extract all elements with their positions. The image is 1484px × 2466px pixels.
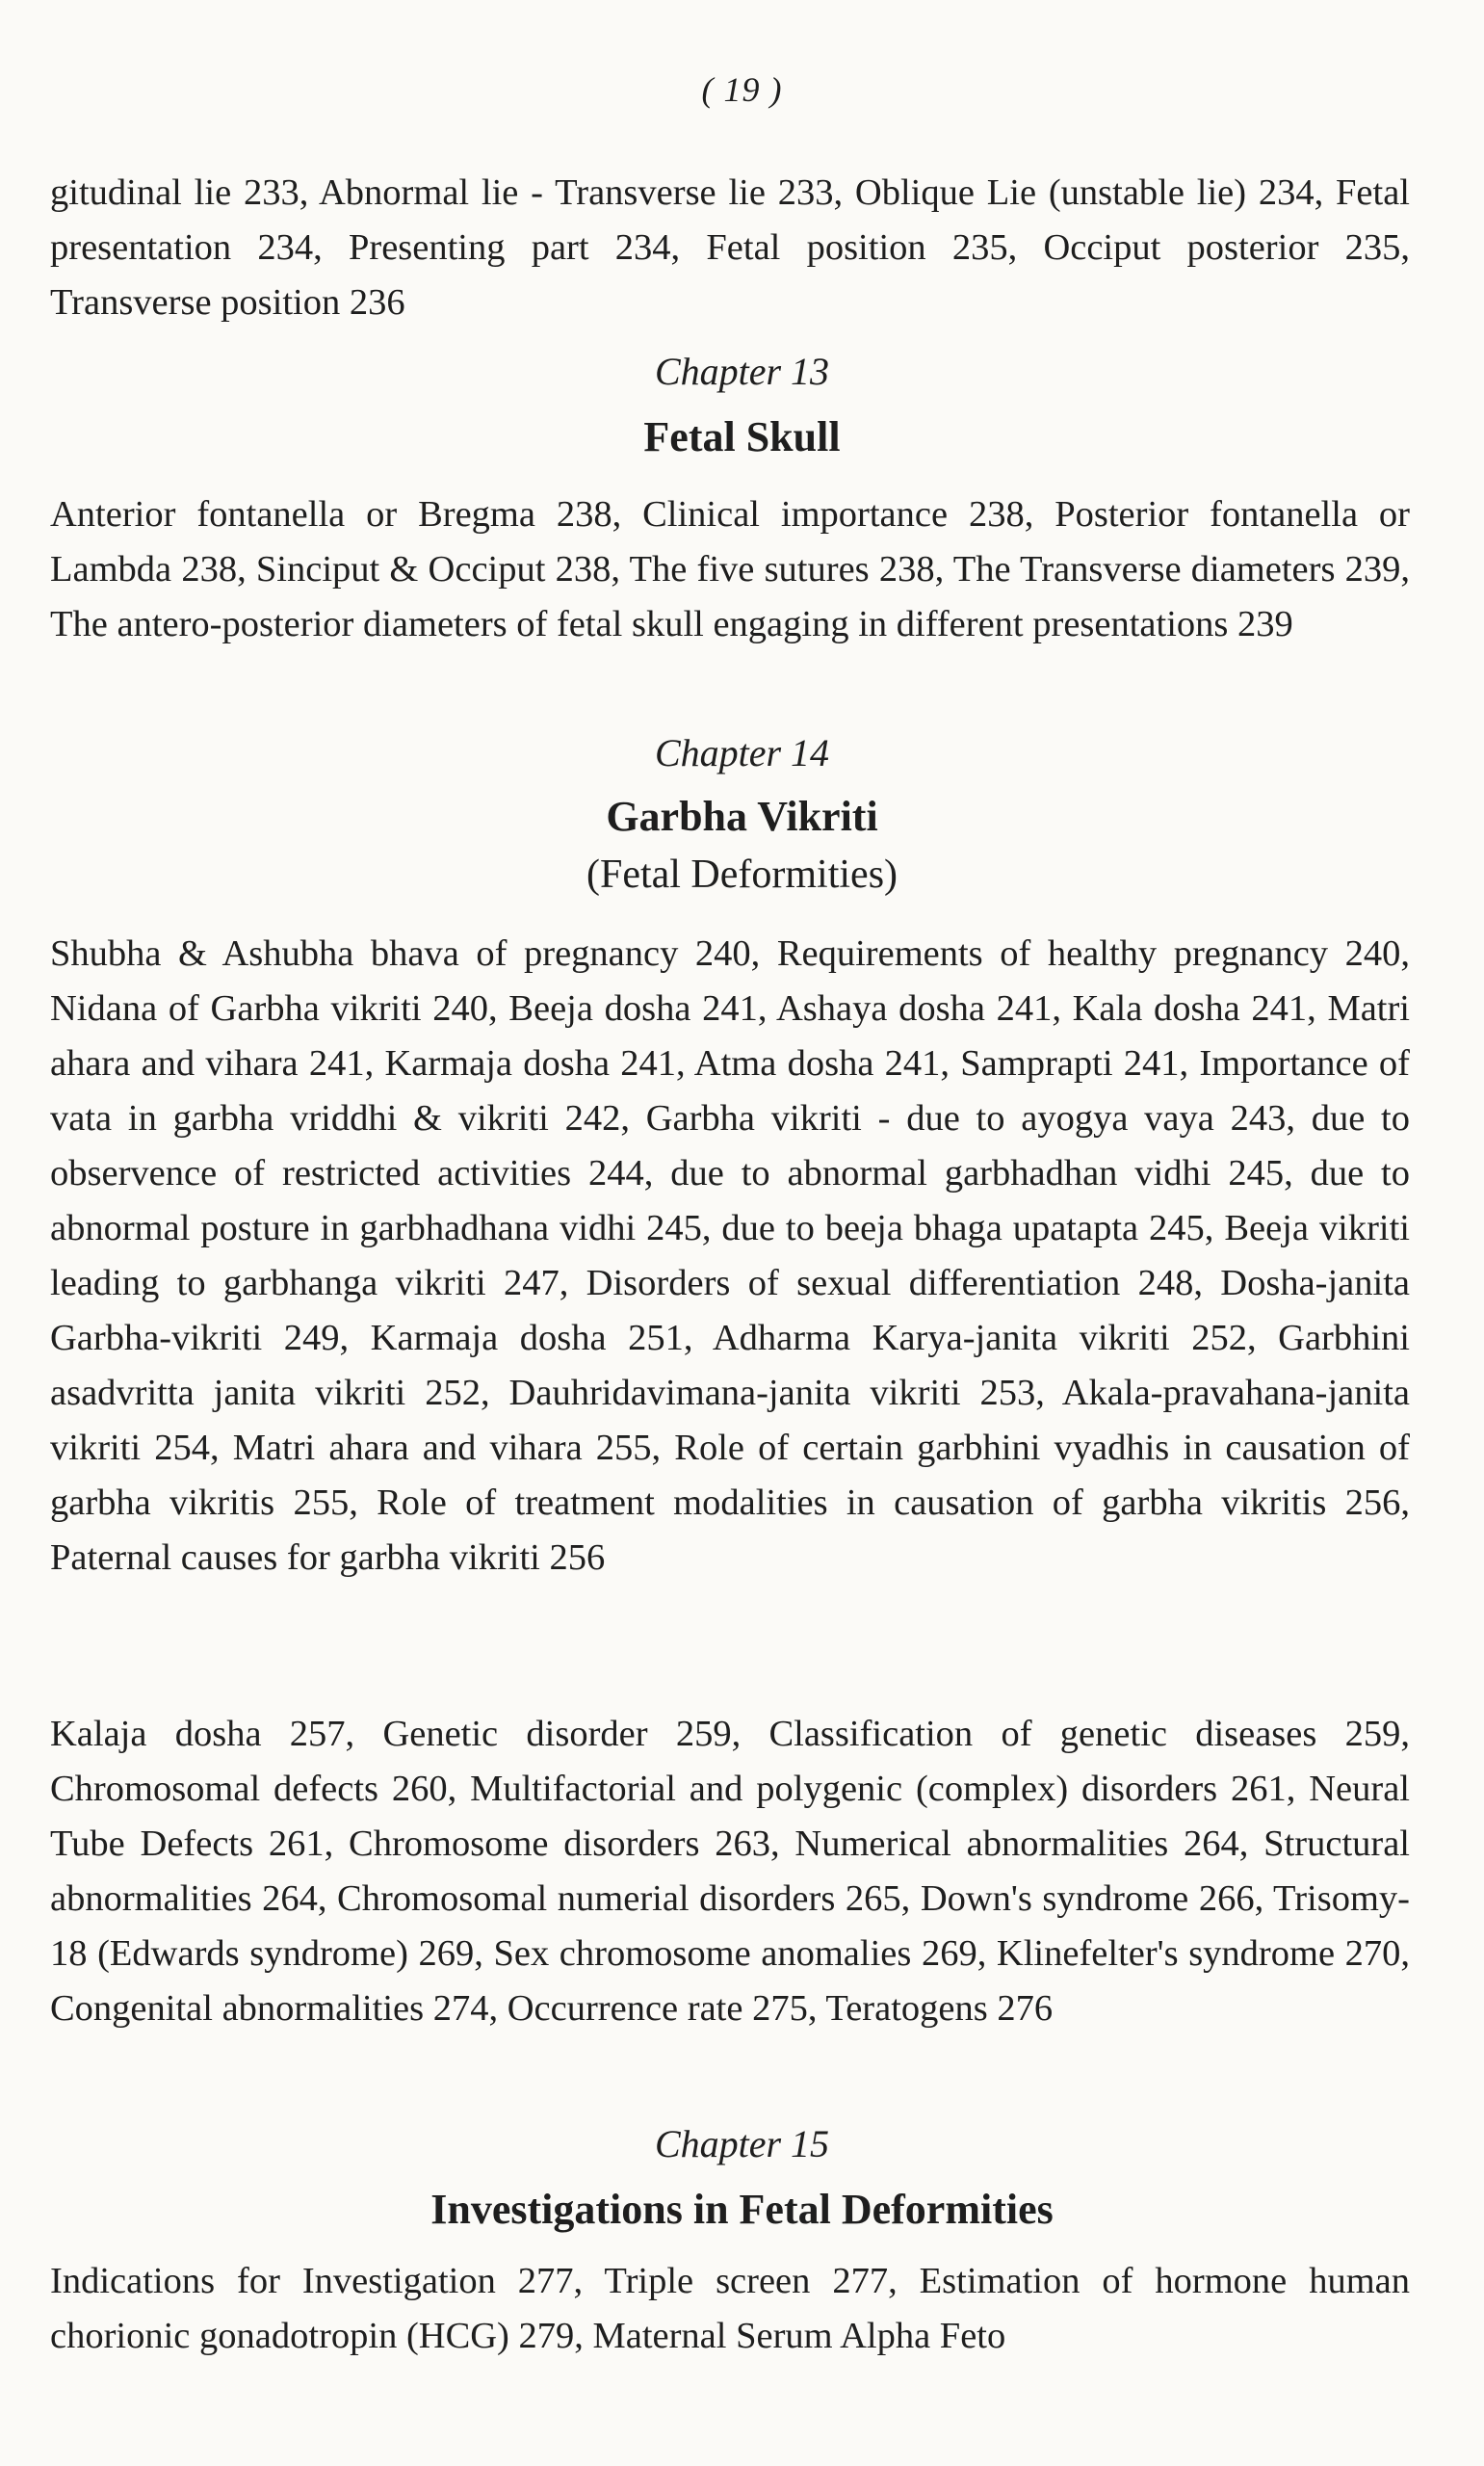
chapter-13-paragraph: Anterior fontanella or Bregma 238, Clinical importance 238, Posterior fontanella or Lambda 238, Sinciput & Occiput 238, The five sutures 238, The Transverse diameters 239, The antero-posterior diameters of fetal skull engaging in different presentations 239 [50, 494, 1410, 644]
chapter-14-paragraph-1: Shubha & Ashubha bhava of pregnancy 240, Requirements of healthy pregnancy 240, Nidana of Garbha vikriti 240, Beeja dosha 241, Ashaya dosha 241, Kala dosha 241, Matri ahara and vihara 241, Karmaja dosha 241, Atma dosha 241, Samprapti 241, Importance of vata in garbha vriddhi & vikriti 242, Garbha vikriti - due to ayogya vaya 243, due to observence of restricted activities 244, due to abnormal garbhadhan vidhi 245, due to abnormal posture in garbhadhana vidhi 245, due to beeja bhaga upatapta 245, Beeja vikriti leading to garbhanga vikriti 247, Disorders of sexual differentiation 248, Dosha-janita Garbha-vikriti 249, Karmaja dosha 251, Adharma Karya-janita vikriti 252, Garbhini asadvritta janita vikriti 252, Dauhridavimana-janita vikriti 253, Akala-pravahana-janita vikriti 254, Matri ahara and vihara 255, Role of certain garbhini vyadhis in causation of garbha vikritis 255, Role of treatment modalities in causation of garbha vikritis 256, Paternal causes for garbha vikriti 256 [50, 933, 1410, 1578]
chapter-14-subtitle: (Fetal Deformities) [586, 853, 898, 897]
page-number: ( 19 ) [701, 70, 783, 109]
chapter-15-label: Chapter 15 [654, 2122, 830, 2165]
chapter-13-label: Chapter 13 [654, 350, 830, 393]
intro-paragraph: gitudinal lie 233, Abnormal lie - Transverse lie 233, Oblique Lie (unstable lie) 234, Fetal presentation 234, Presenting part 234, Fetal position 235, Occiput posterior 235, Transverse position 236 [50, 172, 1410, 323]
chapter-14-title: Garbha Vikriti [606, 793, 878, 840]
chapter-14-paragraph-2: Kalaja dosha 257, Genetic disorder 259, Classification of genetic diseases 259, Chromosomal defects 260, Multifactorial and polygenic (complex) disorders 261, Neural Tube Defects 261, Chromosome disorders 263, Numerical abnormalities 264, Structural abnormalities 264, Chromosomal numerial disorders 265, Down's syndrome 266, Trisomy-18 (Edwards syndrome) 269, Sex chromosome anomalies 269, Klinefelter's syndrome 270, Congenital abnormalities 274, Occurrence rate 275, Teratogens 276 [50, 1714, 1410, 2029]
chapter-15-paragraph: Indications for Investigation 277, Triple screen 277, Estimation of hormone human chorionic gonadotropin (HCG) 279, Maternal Serum Alpha Feto [50, 2261, 1410, 2356]
chapter-13-title: Fetal Skull [643, 413, 841, 460]
chapter-14-label: Chapter 14 [654, 731, 830, 774]
chapter-15-title: Investigations in Fetal Deformities [430, 2186, 1054, 2233]
